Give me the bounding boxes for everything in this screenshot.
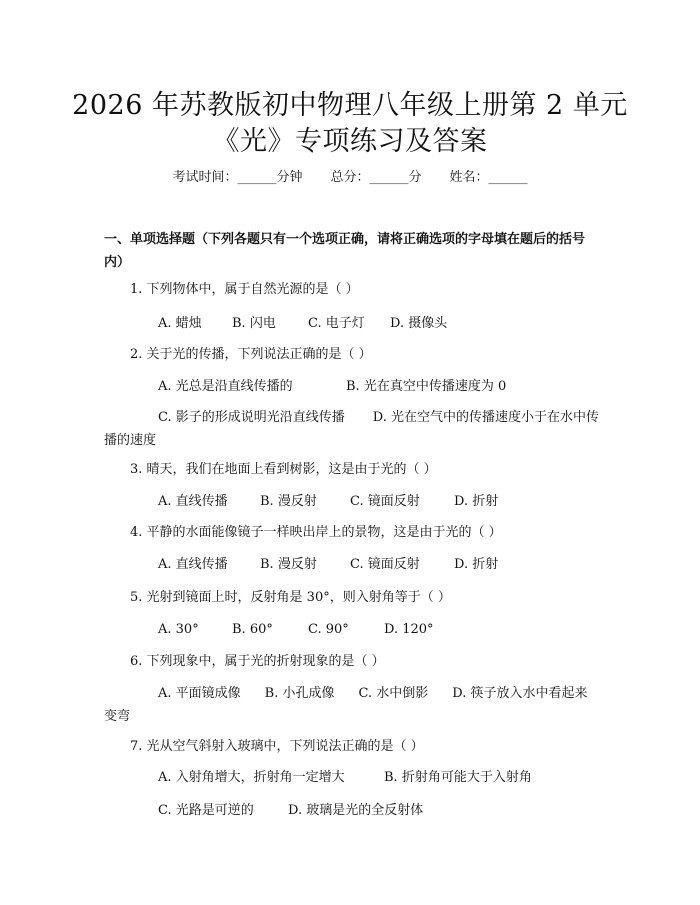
option-d: D. 折射 [454, 494, 499, 509]
question-3-options [158, 492, 498, 512]
option-a: A. 平面镜成像 [158, 686, 241, 701]
question-4-options [158, 555, 498, 575]
exam-name: 姓名：______ [449, 170, 528, 185]
option-b: B. 漫反射 [260, 557, 317, 572]
question-1: 1. 下列物体中，属于自然光源的是（ ） [130, 282, 359, 297]
exam-time: 考试时间：______分钟 [172, 170, 303, 185]
question-2-options-row2 [104, 406, 600, 452]
option-b: B. 折射角可能大于入射角 [384, 770, 532, 785]
option-d: D. 筷子放入水中看起来变弯 [104, 686, 588, 724]
exam-meta [0, 168, 700, 188]
option-d: D. 120° [384, 622, 434, 637]
question-6-options [104, 682, 600, 728]
question-5: 5. 光射到镜面上时，反射角是 30°，则入射角等于（ ） [130, 590, 451, 605]
section-heading: 一、单项选择题（下列各题只有一个选项正确，请将正确选项的字母填在题后的括号内） [104, 232, 586, 270]
option-c: C. 影子的形成说明光沿直线传播 [158, 410, 345, 425]
question-1-options [158, 314, 447, 334]
option-c: C. 镜面反射 [350, 494, 420, 509]
question-2-options-row1 [158, 377, 506, 397]
option-a: A. 30° [158, 622, 199, 637]
option-a: A. 入射角增大，折射角一定增大 [158, 770, 345, 785]
option-a: A. 光总是沿直线传播的 [158, 379, 293, 394]
question-7-options-row2 [158, 801, 423, 821]
option-d: D. 摄像头 [390, 316, 448, 331]
option-a: A. 直线传播 [158, 494, 228, 509]
option-b: B. 小孔成像 [264, 686, 335, 701]
option-b: B. 光在真空中传播速度为 0 [346, 379, 507, 394]
page-title-line2: 《光》专项练习及答案 [212, 126, 488, 157]
question-7: 7. 光从空气斜射入玻璃中，下列说法正确的是（ ） [130, 739, 424, 754]
option-d: D. 玻璃是光的全反射体 [288, 803, 424, 818]
option-b: B. 漫反射 [260, 494, 317, 509]
option-d: D. 折射 [454, 557, 499, 572]
question-4: 4. 平静的水面能像镜子一样映出岸上的景物，这是由于光的（ ） [130, 525, 502, 540]
question-7-options-row1 [158, 768, 532, 788]
option-c: C. 电子灯 [308, 316, 365, 331]
question-2: 2. 关于光的传播，下列说法正确的是（ ） [130, 347, 372, 362]
option-b: B. 60° [232, 622, 273, 637]
option-c: C. 光路是可逆的 [158, 803, 254, 818]
question-5-options [158, 620, 434, 640]
question-6: 6. 下列现象中，属于光的折射现象的是（ ） [130, 654, 385, 669]
option-c: C. 90° [308, 622, 349, 637]
page-title-line1: 2026 年苏教版初中物理八年级上册第 2 单元 [72, 90, 628, 121]
question-3: 3. 晴天，我们在地面上看到树影，这是由于光的（ ） [130, 462, 437, 477]
option-c: C. 镜面反射 [350, 557, 420, 572]
option-b: B. 闪电 [232, 316, 276, 331]
option-a: A. 蜡烛 [158, 316, 202, 331]
option-a: A. 直线传播 [158, 557, 228, 572]
option-d: D. 光在空气中的传播速度小于在水中传播的速度 [104, 410, 599, 448]
option-c: C. 水中倒影 [358, 686, 429, 701]
exam-score: 总分：______分 [330, 170, 422, 185]
